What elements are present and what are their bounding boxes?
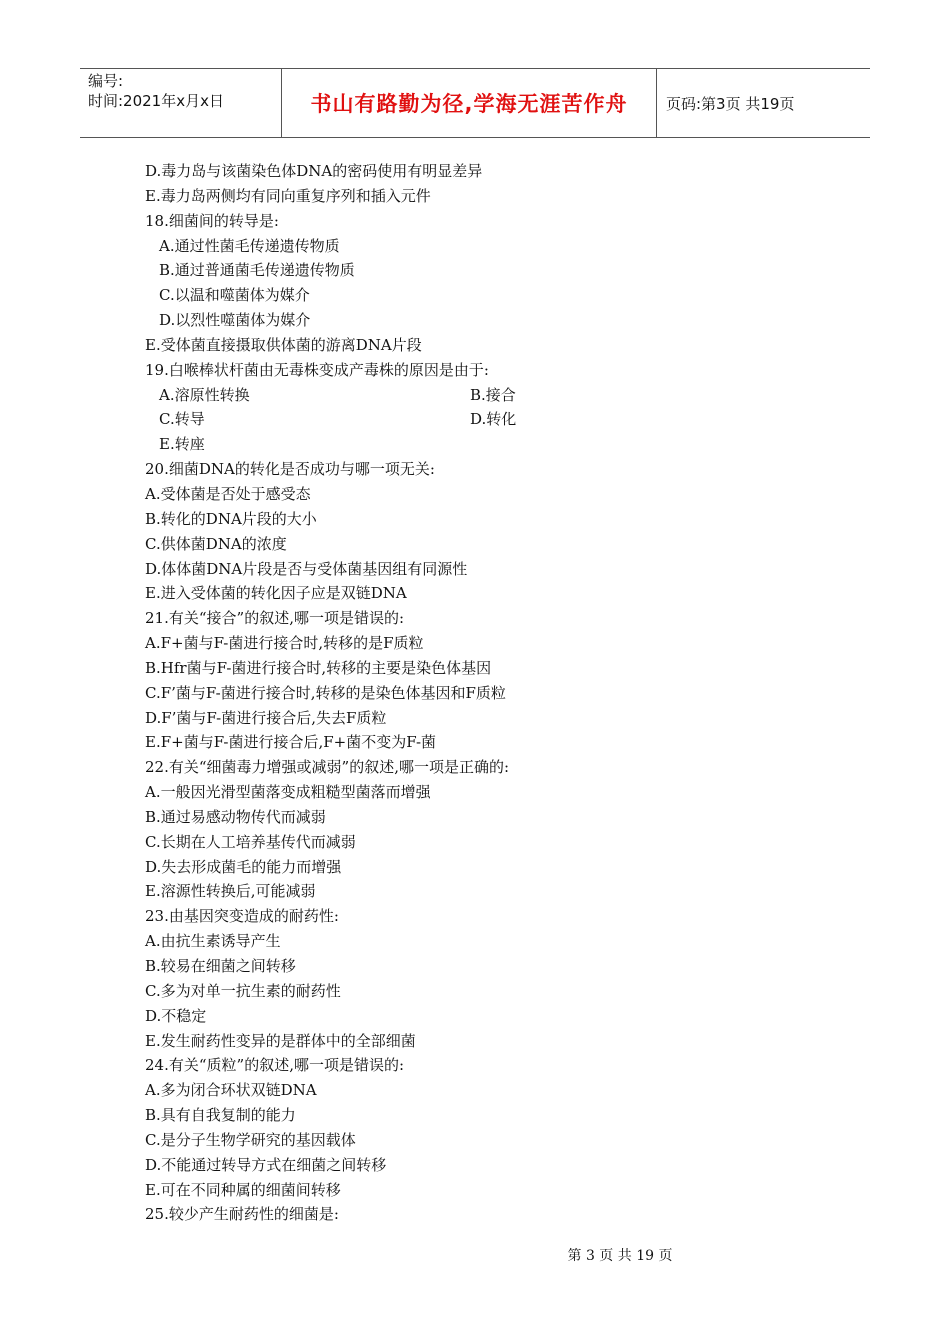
line-text: C.长期在人工培养基传代而减弱 <box>145 832 356 851</box>
line-text: C.多为对单一抗生素的耐药性 <box>145 981 341 1000</box>
header-meta <box>80 69 282 137</box>
line-text-right: B.接合 <box>470 385 516 404</box>
text-line <box>145 1078 825 1103</box>
line-text: 20.细菌DNA的转化是否成功与哪一项无关: <box>145 460 435 479</box>
line-text: E.进入受体菌的转化因子应是双链DNA <box>145 584 407 603</box>
line-text: A.多为闭合环状双链DNA <box>145 1081 317 1100</box>
text-line <box>145 755 825 780</box>
line-text: E.毒力岛两侧均有同向重复序列和插入元件 <box>145 186 431 205</box>
line-text: E.F+菌与F-菌进行接合后,F+菌不变为F-菌 <box>145 733 437 752</box>
line-text: A.通过性菌毛传递遗传物质 <box>159 236 340 255</box>
line-text: D.F’菌与F-菌进行接合后,失去F质粒 <box>145 708 387 727</box>
line-text: C.是分子生物学研究的基因载体 <box>145 1130 356 1149</box>
line-text: B.转化的DNA片段的大小 <box>145 509 317 528</box>
line-text: B.较易在细菌之间转移 <box>145 957 296 975</box>
line-text: C.F’菌与F-菌进行接合时,转移的是染色体基因和F质粒 <box>145 683 506 702</box>
line-text-right: D.转化 <box>470 410 517 429</box>
text-line <box>145 1153 825 1178</box>
line-text: 19.白喉棒状杆菌由无毒株变成产毒株的原因是由于: <box>145 360 489 379</box>
text-line <box>145 358 825 383</box>
text-line <box>145 929 825 954</box>
text-line <box>145 283 825 308</box>
text-line <box>145 507 825 532</box>
text-line <box>145 904 825 929</box>
text-line <box>145 333 825 358</box>
line-text: D.失去形成菌毛的能力而增强 <box>145 857 342 876</box>
number-label: 编号: <box>88 72 124 90</box>
text-line <box>145 681 825 706</box>
time-label: 时间:2021年x月x日 <box>88 92 224 110</box>
text-line <box>145 457 825 482</box>
text-line <box>145 1053 825 1078</box>
text-line <box>145 1128 825 1153</box>
line-text: D.以烈性噬菌体为媒介 <box>159 311 311 330</box>
line-text: A.溶原性转换 <box>159 385 250 404</box>
text-line <box>145 855 825 880</box>
line-text: B.具有自我复制的能力 <box>145 1106 296 1125</box>
text-line <box>145 805 825 830</box>
text-line <box>145 979 825 1004</box>
text-line <box>145 730 825 755</box>
line-text: E.受体菌直接摄取供体菌的游离DNA片段 <box>145 335 422 354</box>
header-motto: 书山有路勤为径,学海无涯苦作舟 <box>282 69 657 137</box>
page-footer: 第 3 页 共 19 页 <box>567 1248 673 1264</box>
line-text: C.转导 <box>159 410 205 429</box>
line-text: D.毒力岛与该菌染色体DNA的密码使用有明显差异 <box>145 162 483 180</box>
line-text: 25.较少产生耐药性的细菌是: <box>145 1205 339 1224</box>
text-line <box>145 1202 825 1227</box>
text-line <box>145 532 825 557</box>
text-line <box>145 184 825 209</box>
line-text: B.通过普通菌毛传递遗传物质 <box>159 261 355 280</box>
line-text: 22.有关“细菌毒力增强或减弱”的叙述,哪一项是正确的: <box>145 758 510 777</box>
line-text: D.体体菌DNA片段是否与受体菌基因组有同源性 <box>145 559 468 578</box>
line-text: D.不稳定 <box>145 1006 207 1025</box>
text-line <box>145 258 825 283</box>
line-text: B.通过易感动物传代而减弱 <box>145 807 326 826</box>
line-text: E.发生耐药性变异的是群体中的全部细菌 <box>145 1031 416 1050</box>
text-line <box>145 209 825 234</box>
line-text: 21.有关“接合”的叙述,哪一项是错误的: <box>145 609 405 628</box>
line-text: A.由抗生素诱导产生 <box>145 932 281 951</box>
text-line <box>145 656 825 681</box>
line-text: C.以温和噬菌体为媒介 <box>159 286 310 305</box>
text-line <box>145 1004 825 1029</box>
text-line <box>145 557 825 582</box>
page-header <box>80 68 870 138</box>
line-text: 24.有关“质粒”的叙述,哪一项是错误的: <box>145 1056 405 1075</box>
line-text: A.一般因光滑型菌落变成粗糙型菌落而增强 <box>145 783 431 802</box>
text-line <box>145 780 825 805</box>
line-text: B.Hfr菌与F-菌进行接合时,转移的主要是染色体基因 <box>145 658 492 677</box>
text-line <box>145 407 825 432</box>
line-text: E.溶源性转换后,可能减弱 <box>145 882 316 901</box>
text-line <box>145 631 825 656</box>
text-line <box>145 308 825 333</box>
line-text: C.供体菌DNA的浓度 <box>145 534 287 553</box>
line-text: 18.细菌间的转导是: <box>145 211 279 230</box>
text-line <box>145 383 825 408</box>
text-line <box>145 159 825 184</box>
line-text: A.受体菌是否处于感受态 <box>145 484 311 503</box>
header-page-info: 页码:第3页 共19页 <box>666 94 795 113</box>
line-text: 23.由基因突变造成的耐药性: <box>145 907 339 926</box>
line-text: E.转座 <box>159 435 205 454</box>
text-line <box>145 830 825 855</box>
text-line <box>145 581 825 606</box>
text-line <box>145 879 825 904</box>
text-line <box>145 1029 825 1054</box>
text-line <box>145 1178 825 1203</box>
text-line <box>145 234 825 259</box>
text-line <box>145 482 825 507</box>
text-line <box>145 954 825 979</box>
text-line <box>145 706 825 731</box>
text-line <box>145 606 825 631</box>
line-text: A.F+菌与F-菌进行接合时,转移的是F质粒 <box>145 634 424 653</box>
document-body <box>145 159 825 1227</box>
line-text: D.不能通过转导方式在细菌之间转移 <box>145 1155 387 1174</box>
text-line <box>145 1103 825 1128</box>
text-line <box>145 432 825 457</box>
line-text: E.可在不同种属的细菌间转移 <box>145 1180 341 1199</box>
